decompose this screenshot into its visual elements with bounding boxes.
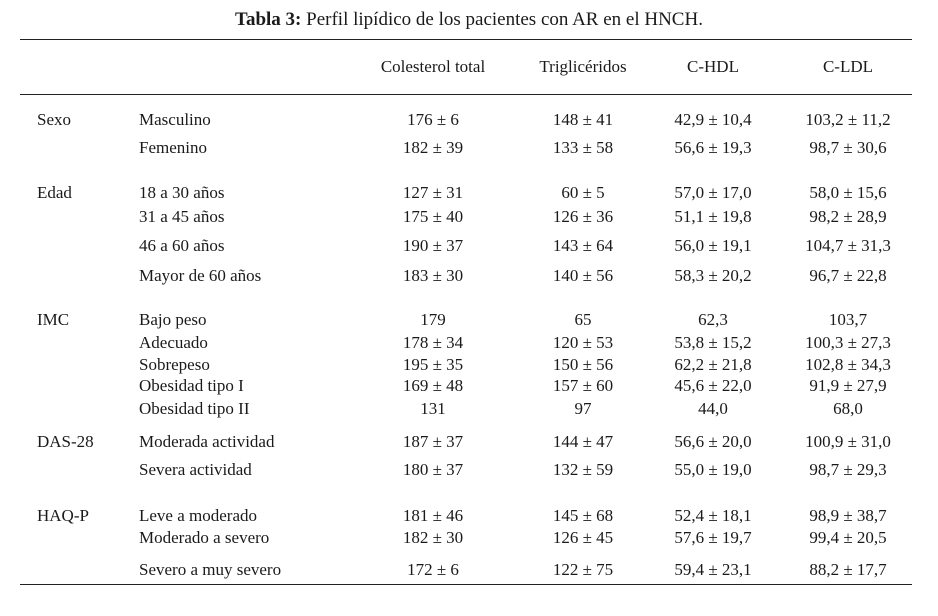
cell-trigliceridos: 148 ± 41 bbox=[552, 110, 614, 129]
cell-c-hdl: 56,6 ± 19,3 bbox=[674, 138, 752, 157]
cell-c-ldl: 88,2 ± 17,7 bbox=[809, 560, 887, 579]
table-caption-text: Perfil lipídico de los pacientes con AR en el HNCH. bbox=[306, 9, 703, 30]
row-label: Severo a muy severo bbox=[139, 560, 282, 579]
column-header-c-ldl: C-LDL bbox=[822, 57, 874, 76]
row-label: Moderado a severo bbox=[139, 528, 270, 547]
group-edad-label: Edad bbox=[37, 183, 72, 202]
cell-trigliceridos: 140 ± 56 bbox=[552, 266, 614, 285]
cell-colesterol-total: 176 ± 6 bbox=[407, 110, 459, 129]
cell-colesterol-total: 178 ± 34 bbox=[402, 333, 464, 352]
cell-trigliceridos: 132 ± 59 bbox=[552, 460, 614, 479]
row-label: 31 a 45 años bbox=[139, 207, 225, 226]
cell-colesterol-total: 182 ± 30 bbox=[402, 528, 464, 547]
cell-c-hdl: 55,0 ± 19,0 bbox=[674, 460, 752, 479]
cell-colesterol-total: 183 ± 30 bbox=[402, 266, 464, 285]
column-header-c-hdl: C-HDL bbox=[687, 57, 739, 76]
cell-c-hdl: 51,1 ± 19,8 bbox=[674, 207, 752, 226]
cell-trigliceridos: 157 ± 60 bbox=[552, 376, 614, 395]
group-das-28-label: DAS-28 bbox=[37, 432, 94, 451]
cell-trigliceridos: 150 ± 56 bbox=[552, 355, 614, 374]
cell-c-ldl: 98,7 ± 29,3 bbox=[809, 460, 887, 479]
cell-c-hdl: 57,0 ± 17,0 bbox=[674, 183, 752, 202]
row-label: Sobrepeso bbox=[139, 355, 210, 374]
cell-colesterol-total: 181 ± 46 bbox=[402, 506, 464, 525]
cell-c-hdl: 57,6 ± 19,7 bbox=[674, 528, 752, 547]
cell-c-ldl: 98,2 ± 28,9 bbox=[809, 207, 887, 226]
cell-c-ldl: 96,7 ± 22,8 bbox=[809, 266, 887, 285]
group-sexo-label: Sexo bbox=[37, 110, 71, 129]
column-header-colesterol-total: Colesterol total bbox=[380, 57, 486, 76]
row-label: Masculino bbox=[139, 110, 211, 129]
cell-trigliceridos: 97 bbox=[574, 399, 592, 418]
row-label: Femenino bbox=[139, 138, 207, 157]
group-haq-p-label: HAQ-P bbox=[37, 506, 89, 525]
cell-c-hdl: 56,0 ± 19,1 bbox=[674, 236, 752, 255]
row-label: Obesidad tipo I bbox=[139, 376, 244, 395]
row-label: 46 a 60 años bbox=[139, 236, 225, 255]
row-label: Leve a moderado bbox=[139, 506, 257, 525]
cell-colesterol-total: 187 ± 37 bbox=[402, 432, 464, 451]
row-label: Bajo peso bbox=[139, 310, 207, 329]
column-header-trigliceridos: Triglicéridos bbox=[539, 57, 627, 76]
cell-colesterol-total: 175 ± 40 bbox=[402, 207, 464, 226]
cell-trigliceridos: 145 ± 68 bbox=[552, 506, 614, 525]
cell-c-ldl: 98,7 ± 30,6 bbox=[809, 138, 887, 157]
cell-colesterol-total: 182 ± 39 bbox=[402, 138, 464, 157]
cell-c-hdl: 53,8 ± 15,2 bbox=[674, 333, 752, 352]
cell-c-ldl: 98,9 ± 38,7 bbox=[809, 506, 887, 525]
cell-colesterol-total: 169 ± 48 bbox=[402, 376, 464, 395]
cell-trigliceridos: 65 bbox=[574, 310, 592, 329]
cell-colesterol-total: 195 ± 35 bbox=[402, 355, 464, 374]
cell-trigliceridos: 126 ± 45 bbox=[552, 528, 614, 547]
header-rule bbox=[20, 94, 912, 95]
cell-c-ldl: 99,4 ± 20,5 bbox=[809, 528, 887, 547]
cell-c-ldl: 91,9 ± 27,9 bbox=[809, 376, 887, 395]
cell-c-hdl: 56,6 ± 20,0 bbox=[674, 432, 752, 451]
row-label: Moderada actividad bbox=[139, 432, 275, 451]
cell-c-hdl: 44,0 bbox=[698, 399, 728, 418]
cell-trigliceridos: 122 ± 75 bbox=[552, 560, 614, 579]
cell-colesterol-total: 180 ± 37 bbox=[402, 460, 464, 479]
cell-trigliceridos: 60 ± 5 bbox=[561, 183, 605, 202]
cell-c-hdl: 58,3 ± 20,2 bbox=[674, 266, 752, 285]
cell-c-hdl: 62,3 bbox=[698, 310, 728, 329]
cell-colesterol-total: 179 bbox=[420, 310, 446, 329]
cell-colesterol-total: 127 ± 31 bbox=[402, 183, 464, 202]
bottom-rule bbox=[20, 584, 912, 585]
cell-c-hdl: 45,6 ± 22,0 bbox=[674, 376, 752, 395]
cell-c-ldl: 103,2 ± 11,2 bbox=[805, 110, 891, 129]
cell-c-hdl: 52,4 ± 18,1 bbox=[674, 506, 752, 525]
cell-c-ldl: 102,8 ± 34,3 bbox=[805, 355, 891, 374]
top-rule bbox=[20, 39, 912, 40]
cell-c-hdl: 59,4 ± 23,1 bbox=[674, 560, 752, 579]
table-caption-label: Tabla 3: bbox=[235, 9, 302, 30]
cell-colesterol-total: 172 ± 6 bbox=[407, 560, 459, 579]
row-label: 18 a 30 años bbox=[139, 183, 225, 202]
cell-trigliceridos: 144 ± 47 bbox=[552, 432, 614, 451]
cell-trigliceridos: 133 ± 58 bbox=[552, 138, 614, 157]
cell-colesterol-total: 131 bbox=[420, 399, 446, 418]
cell-colesterol-total: 190 ± 37 bbox=[402, 236, 464, 255]
cell-c-ldl: 58,0 ± 15,6 bbox=[809, 183, 887, 202]
cell-trigliceridos: 120 ± 53 bbox=[552, 333, 614, 352]
cell-c-ldl: 68,0 bbox=[833, 399, 863, 418]
cell-c-ldl: 104,7 ± 31,3 bbox=[805, 236, 891, 255]
cell-c-ldl: 100,9 ± 31,0 bbox=[805, 432, 891, 451]
group-imc-label: IMC bbox=[37, 310, 70, 329]
cell-c-hdl: 42,9 ± 10,4 bbox=[674, 110, 752, 129]
cell-trigliceridos: 126 ± 36 bbox=[552, 207, 614, 226]
cell-c-ldl: 103,7 bbox=[828, 310, 868, 329]
cell-c-hdl: 62,2 ± 21,8 bbox=[674, 355, 752, 374]
row-label: Adecuado bbox=[139, 333, 208, 352]
cell-c-ldl: 100,3 ± 27,3 bbox=[805, 333, 891, 352]
row-label: Mayor de 60 años bbox=[139, 266, 262, 285]
row-label: Obesidad tipo II bbox=[139, 399, 250, 418]
cell-trigliceridos: 143 ± 64 bbox=[552, 236, 614, 255]
table-caption bbox=[0, 8, 938, 32]
row-label: Severa actividad bbox=[139, 460, 252, 479]
